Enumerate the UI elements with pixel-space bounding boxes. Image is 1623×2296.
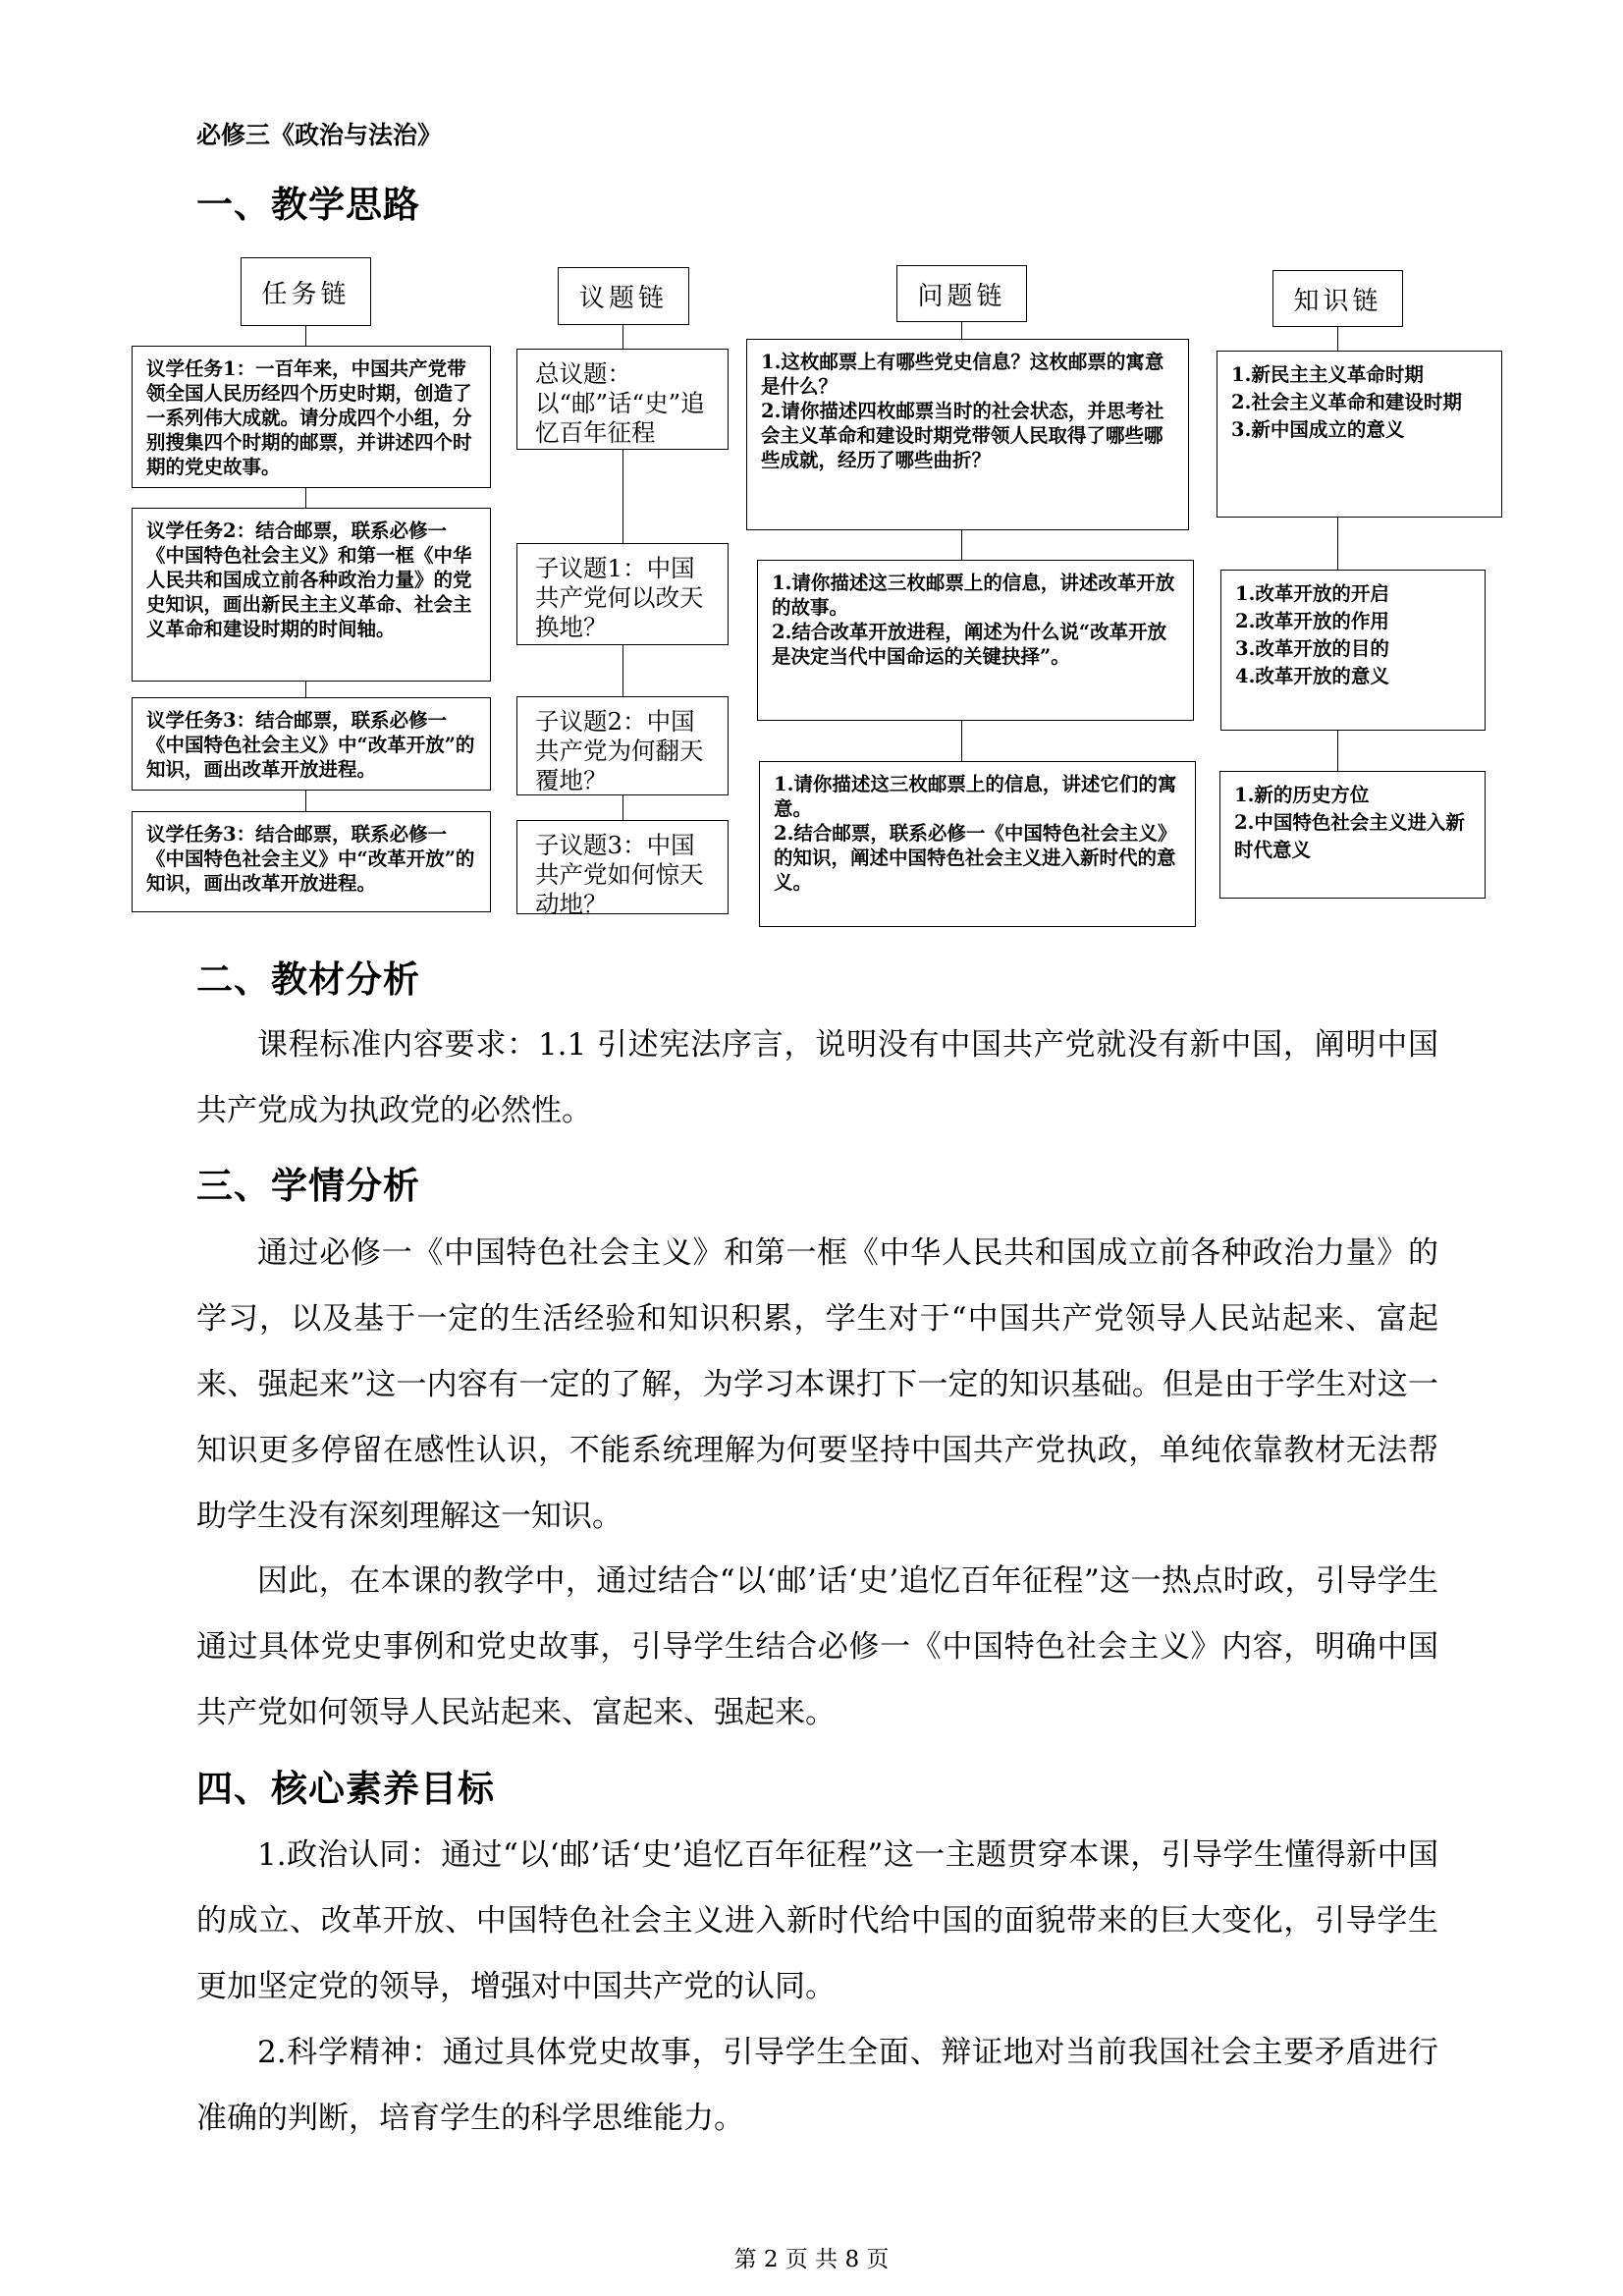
paragraph: 2.科学精神：通过具体党史故事，引导学生全面、辩证地对当前我国社会主要矛盾进行准确的判断，培育学生的科学思维能力。 xyxy=(196,2035,1438,2136)
knowledge-box xyxy=(1220,570,1486,731)
connector-line xyxy=(622,645,623,696)
question-box: 1.请你描述这三枚邮票上的信息，讲述它们的寓意。 2.结合邮票，联系必修一《中国特色社会主义》的知识，阐述中国特色社会主义进入新时代的意义。 xyxy=(759,761,1196,927)
task-box: 议学任务1：一百年来，中国共产党带领全国人民历经四个历史时期，创造了一系列伟大成就。请分成四个小组，分别搜集四个时期的邮票，并讲述四个时期的党史故事。 xyxy=(132,346,491,488)
chain-header-topic: 议题链 xyxy=(558,267,689,325)
connector-line xyxy=(622,795,623,820)
knowledge-box xyxy=(1219,771,1486,899)
topic-box-main: 总议题：以“邮”话“史”追忆百年征程 xyxy=(516,349,729,450)
knowledge-item: 2.社会主义革命和建设时期 xyxy=(1231,391,1462,413)
paragraph: 课程标准内容要求：1.1 引述宪法序言，说明没有中国共产党就没有新中国，阐明中国共产党成为执政党的必然性。 xyxy=(196,1027,1438,1128)
paragraph: 1.政治认同：通过“以‘邮’话‘史’追忆百年征程”这一主题贯穿本课，引导学生懂得新中国的成立、改革开放、中国特色社会主义进入新时代给中国的面貌带来的巨大变化，引导学生更加坚定党的领导，增强对中国共产党的认同。 xyxy=(196,1837,1438,2004)
question-box: 1.这枚邮票上有哪些党史信息？这枚邮票的寓意是什么？ 2.请你描述四枚邮票当时的社会状态，并思考社会主义革命和建设时期党带领人民取得了哪些哪些成就，经历了哪些曲折？ xyxy=(746,339,1189,530)
page-footer: 第 2 页 共 8 页 xyxy=(733,2247,890,2272)
connector-line xyxy=(622,325,623,349)
topic-box-sub-2: 子议题2：中国共产党为何翻天覆地？ xyxy=(516,696,729,795)
chain-header-question: 问题链 xyxy=(896,265,1027,322)
connector-line xyxy=(305,791,306,811)
knowledge-item: 1.新民主主义革命时期 xyxy=(1231,363,1424,386)
chain-header-knowledge: 知识链 xyxy=(1272,270,1403,327)
chain-header-task: 任务链 xyxy=(241,257,371,326)
connector-line xyxy=(1337,327,1338,351)
task-box: 议学任务3：结合邮票，联系必修一《中国特色社会主义》中“改革开放”的知识，画出改革开放进程。 xyxy=(132,811,491,912)
connector-line xyxy=(961,530,962,560)
knowledge-item: 3.改革开放的目的 xyxy=(1235,637,1389,660)
task-box: 议学任务2：结合邮票，联系必修一《中国特色社会主义》和第一框《中华人民共和国成立前各种政治力量》的党史知识，画出新民主主义革命、社会主义革命和建设时期的时间轴。 xyxy=(132,508,491,682)
knowledge-box xyxy=(1217,351,1502,518)
paragraph: 因此，在本课的教学中，通过结合“以‘邮’话‘史’追忆百年征程”这一热点时政，引导学生通过具体党史事例和党史故事，引导学生结合必修一《中国特色社会主义》内容，明确中国共产党如何领导人民站起来、富起来、强起来。 xyxy=(196,1563,1438,1730)
connector-line xyxy=(305,488,306,508)
connector-line xyxy=(961,721,962,761)
knowledge-item: 2.改革开放的作用 xyxy=(1235,610,1389,632)
section-heading-core-literacy: 四、核心素养目标 xyxy=(196,1768,495,1810)
connector-line xyxy=(305,325,306,346)
topic-box-sub-1: 子议题1：中国共产党何以改天换地？ xyxy=(516,543,729,645)
section-heading-textbook-analysis: 二、教材分析 xyxy=(196,958,420,1001)
knowledge-item: 1.新的历史方位 xyxy=(1234,784,1370,806)
connector-line xyxy=(622,450,623,543)
paragraph: 通过必修一《中国特色社会主义》和第一框《中华人民共和国成立前各种政治力量》的学习，以及基于一定的生活经验和知识积累，学生对于“中国共产党领导人民站起来、富起来、强起来”这一内容有一定的了解，为学习本课打下一定的知识基础。但是由于学生对这一知识更多停留在感性认识，不能系统理解为何要坚持中国共产党执政，单纯依靠教材无法帮助学生没有深刻理解这一知识。 xyxy=(196,1235,1438,1534)
section-heading-teaching-approach: 一、教学思路 xyxy=(196,184,420,226)
connector-line xyxy=(961,322,962,339)
knowledge-item: 2.中国特色社会主义进入新时代意义 xyxy=(1234,811,1465,861)
knowledge-item: 1.改革开放的开启 xyxy=(1235,582,1389,605)
topic-box-sub-3: 子议题3：中国共产党如何惊天动地？ xyxy=(516,820,729,914)
task-box: 议学任务3：结合邮票，联系必修一《中国特色社会主义》中“改革开放”的知识，画出改革开放进程。 xyxy=(132,697,491,791)
knowledge-item: 3.新中国成立的意义 xyxy=(1231,418,1405,441)
knowledge-item: 4.改革开放的意义 xyxy=(1235,665,1389,687)
section-heading-learning-analysis: 三、学情分析 xyxy=(196,1165,420,1207)
connector-line xyxy=(305,682,306,697)
connector-line xyxy=(1337,518,1338,570)
course-title: 必修三《政治与法治》 xyxy=(196,121,443,149)
connector-line xyxy=(1337,731,1338,771)
question-box: 1.请你描述这三枚邮票上的信息，讲述改革开放的故事。 2.结合改革开放进程，阐述为什么说“改革开放是决定当代中国命运的关键抉择”。 xyxy=(757,560,1194,721)
